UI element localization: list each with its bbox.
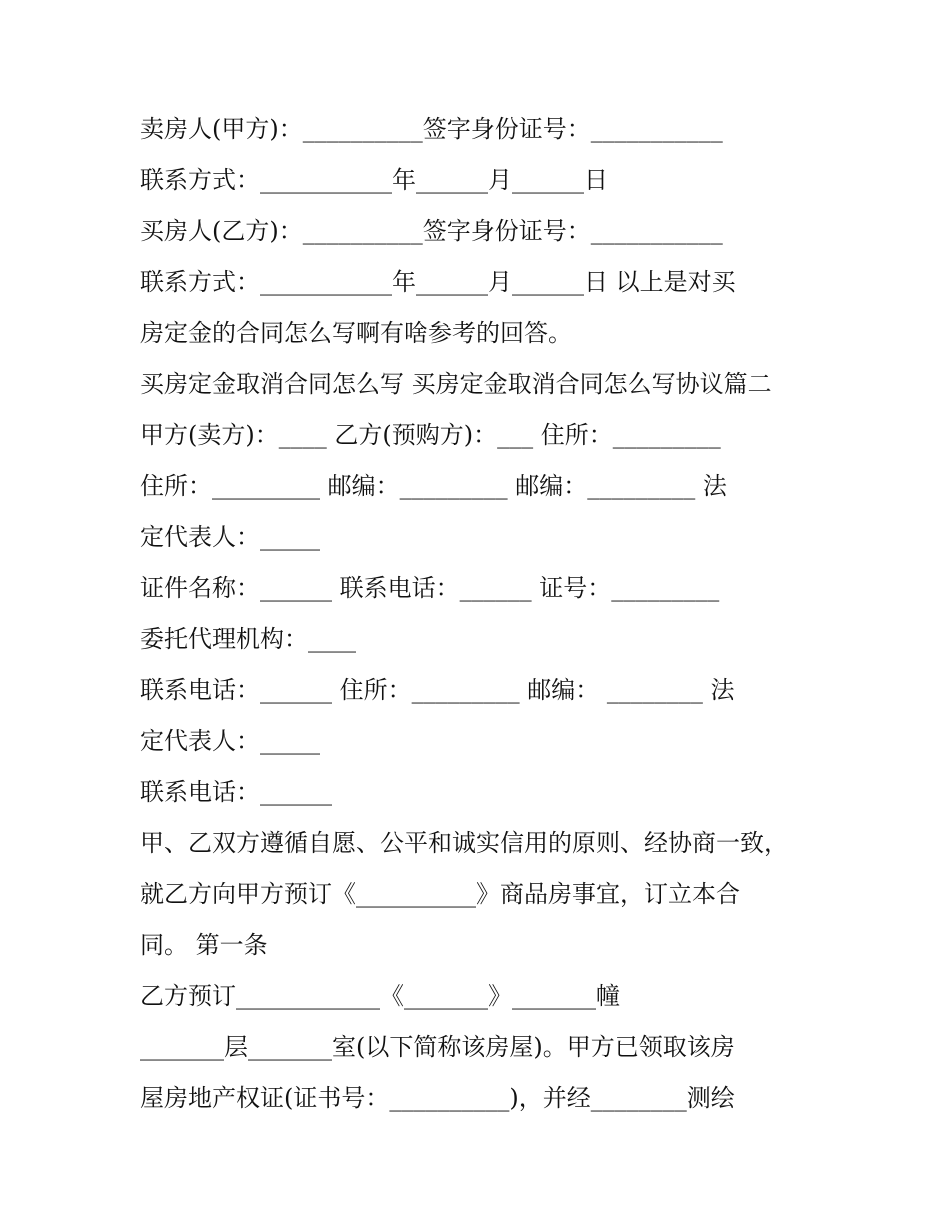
text-line: 乙方预订____________《_______》_______幢: [140, 982, 620, 1010]
text-line: 定代表人：_____: [140, 523, 320, 551]
text-line: 委托代理机构：____: [140, 625, 356, 653]
text-line: 联系电话：______: [140, 778, 332, 806]
text-line: 房定金的合同怎么写啊有啥参考的回答。: [140, 319, 572, 347]
text-line: 就乙方向甲方预订《__________》商品房事宜，订立本合: [140, 880, 740, 908]
text-line: 同。 第一条: [140, 931, 268, 959]
text-line: 住所：_________ 邮编：_________ 邮编：_________ 法: [140, 472, 727, 500]
text-line: 联系方式：___________年______月______日 以上是对买: [140, 268, 736, 296]
text-line: 屋房地产权证(证书号：__________)，并经________测绘: [140, 1084, 735, 1112]
text-line: _______层_______室(以下简称该房屋)。甲方已领取该房: [140, 1033, 735, 1061]
text-line: 买房定金取消合同怎么写 买房定金取消合同怎么写协议篇二: [140, 370, 772, 398]
text-line: 定代表人：_____: [140, 727, 320, 755]
text-line: 甲方(卖方)：____ 乙方(预购方)：___ 住所：_________: [140, 421, 721, 449]
text-line: 联系方式：___________年______月______日: [140, 166, 608, 194]
document-body: [140, 104, 820, 1124]
text-line: 联系电话：______ 住所：_________ 邮编： ________ 法: [140, 676, 735, 704]
text-line: 卖房人(甲方)：__________签字身份证号：___________: [140, 115, 723, 143]
text-line: 证件名称：______ 联系电话：______ 证号：_________: [140, 574, 720, 602]
text-line: 买房人(乙方)：__________签字身份证号：___________: [140, 217, 723, 245]
text-line: 甲、乙双方遵循自愿、公平和诚实信用的原则、经协商一致，: [140, 829, 788, 857]
